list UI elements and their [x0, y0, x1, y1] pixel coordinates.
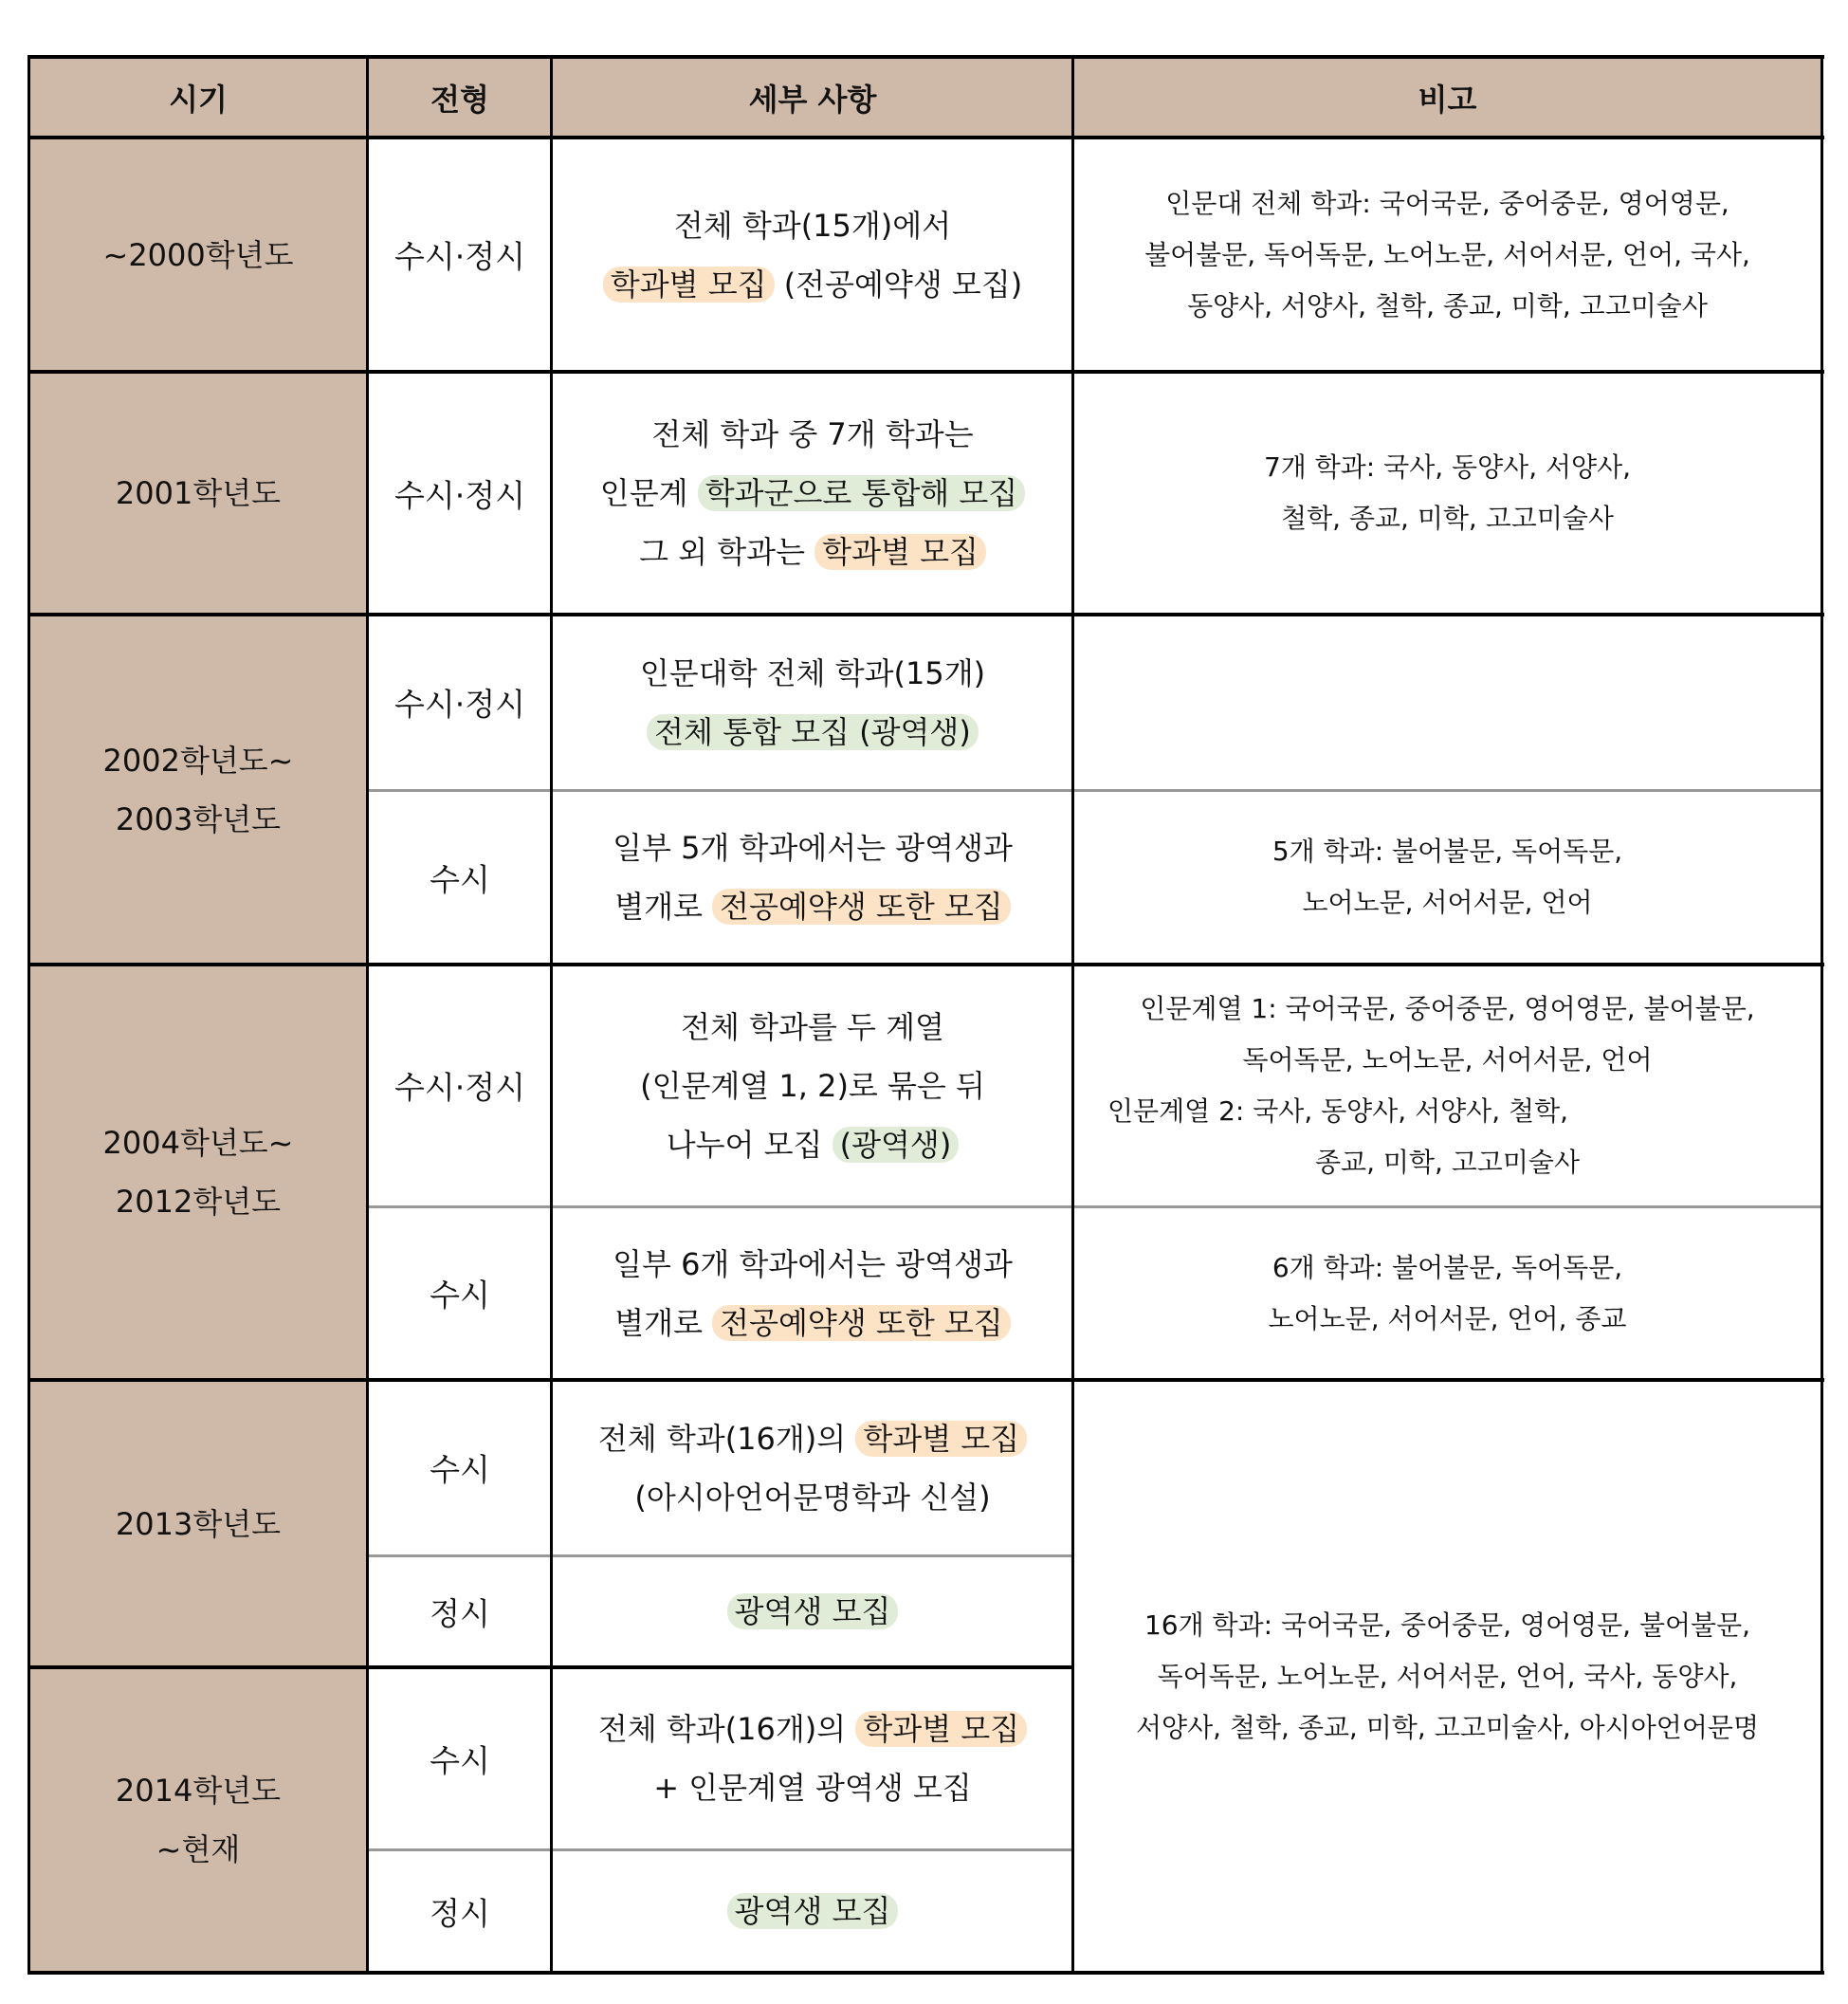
note-cell [1073, 372, 1821, 615]
detail-cell [552, 372, 1073, 615]
detail-cell [552, 1667, 1073, 1849]
note-line: 독어독문, 노어노문, 서어서문, 언어 [1242, 1043, 1653, 1076]
detail-line: 전체 학과 중 7개 학과는 [651, 416, 974, 452]
period-cell [28, 965, 368, 1380]
note-cell [1073, 138, 1821, 372]
note-cell-merged [1073, 1380, 1821, 1973]
highlight-green: 광역생 모집 [727, 1593, 899, 1629]
header-detail [552, 57, 1073, 138]
subrow-divider [368, 1554, 1073, 1557]
row-divider [28, 1378, 1824, 1382]
type-label: 수시·정시 [393, 238, 525, 275]
period-cell [28, 615, 368, 965]
highlight-green: 학과군으로 통합해 모집 [698, 475, 1025, 511]
detail-cell [552, 1206, 1073, 1380]
detail-line: 전체 학과(16개)의 학과별 모집 [598, 1700, 1027, 1758]
row-divider [28, 136, 1824, 139]
note-line: 철학, 종교, 미학, 고고미술사 [1281, 503, 1614, 534]
type-cell [368, 372, 552, 615]
row-divider [28, 963, 1824, 966]
detail-line: 나누어 모집 (광역생) [667, 1115, 960, 1174]
note-line: 서양사, 철학, 종교, 미학, 고고미술사, 아시아언어문명 [1135, 1711, 1759, 1743]
col-divider [1071, 55, 1074, 1975]
note-line: 6개 학과: 불어불문, 독어독문, [1272, 1251, 1623, 1283]
type-cell [368, 138, 552, 372]
period-label: 2004학년도~ [102, 1125, 294, 1161]
header-period [28, 57, 368, 138]
detail-line: 전체 학과(16개)의 학과별 모집 [598, 1409, 1027, 1468]
note-line: 7개 학과: 국사, 동양사, 서양사, [1263, 451, 1632, 483]
col-divider [366, 55, 369, 1975]
period-label: 2014학년도 [115, 1773, 282, 1809]
type-cell [368, 790, 552, 965]
subrow-divider [368, 789, 1821, 792]
note-line: 인문계열 1: 국어국문, 중어중문, 영어영문, 불어불문, [1140, 992, 1755, 1024]
highlight-orange: 전공예약생 또한 모집 [712, 1305, 1011, 1341]
type-label: 수시 [430, 860, 490, 898]
type-cell [368, 1555, 552, 1667]
note-line: 노어노문, 서어서문, 언어, 종교 [1268, 1302, 1627, 1334]
border-right [1821, 55, 1823, 1975]
detail-line: 일부 5개 학과에서는 광역생과 [613, 830, 1013, 866]
type-label: 수시·정시 [393, 1069, 525, 1106]
header-type [368, 57, 552, 138]
period-label: 2001학년도 [115, 475, 282, 511]
type-label: 정시 [430, 1894, 490, 1932]
detail-cell [552, 138, 1073, 372]
detail-line: 별개로 전공예약생 또한 모집 [614, 1294, 1010, 1352]
type-label: 수시 [430, 1277, 490, 1314]
type-cell [368, 965, 552, 1206]
header-period-label: 시기 [169, 81, 228, 118]
detail-line [727, 1882, 899, 1940]
detail-line [727, 1582, 899, 1641]
note-cell-empty [1073, 615, 1821, 790]
note-line: 노어노문, 서어서문, 언어 [1302, 887, 1593, 918]
type-cell [368, 615, 552, 790]
detail-line: 학과별 모집 (전공예약생 모집) [603, 255, 1022, 314]
row-divider [28, 370, 1824, 374]
period-label: ~현재 [156, 1831, 241, 1867]
period-cell [28, 372, 368, 615]
note-cell [1073, 965, 1821, 1206]
period-cell [28, 138, 368, 372]
type-cell [368, 1667, 552, 1849]
detail-line: + 인문계열 광역생 모집 [653, 1770, 972, 1806]
highlight-green: 전체 통합 모집 (광역생) [647, 714, 979, 750]
subrow-divider [368, 1848, 1073, 1851]
detail-line: 인문대학 전체 학과(15개) [639, 654, 986, 691]
note-line: 인문대 전체 학과: 국어국문, 중어중문, 영어영문, [1165, 187, 1729, 219]
note-cell [1073, 790, 1821, 965]
border-top [28, 55, 1824, 59]
type-label: 수시·정시 [393, 686, 525, 723]
detail-cell [552, 615, 1073, 790]
type-label: 수시 [430, 1741, 490, 1779]
period-label: 2013학년도 [115, 1505, 282, 1542]
detail-cell [552, 1849, 1073, 1973]
highlight-orange: 학과별 모집 [855, 1421, 1027, 1457]
type-label: 정시 [430, 1594, 490, 1632]
type-cell [368, 1849, 552, 1973]
note-line: 16개 학과: 국어국문, 중어중문, 영어영문, 불어불문, [1144, 1609, 1751, 1641]
detail-cell [552, 790, 1073, 965]
detail-cell [552, 1555, 1073, 1667]
detail-line: 인문계 학과군으로 통합해 모집 [600, 464, 1025, 523]
type-label: 수시·정시 [393, 476, 525, 514]
detail-line: 일부 6개 학과에서는 광역생과 [613, 1245, 1013, 1282]
border-bottom [28, 1971, 1824, 1975]
type-cell [368, 1206, 552, 1380]
period-label: 2003학년도 [115, 800, 282, 837]
header-detail-label: 세부 사항 [748, 81, 877, 118]
period-cell [28, 1380, 368, 1667]
detail-line: (인문계열 1, 2)로 묶은 뒤 [640, 1067, 985, 1104]
subrow-divider [368, 1205, 1821, 1208]
period-label: 2002학년도~ [102, 742, 294, 779]
detail-line: 전체 학과를 두 계열 [681, 1008, 944, 1045]
detail-line: 그 외 학과는 학과별 모집 [639, 523, 986, 581]
highlight-green: (광역생) [833, 1127, 960, 1163]
detail-line [647, 703, 979, 762]
note-line: 동양사, 서양사, 철학, 종교, 미학, 고고미술사 [1187, 289, 1708, 322]
type-cell [368, 1380, 552, 1555]
detail-cell [552, 1380, 1073, 1555]
detail-line: 전체 학과(15개)에서 [673, 207, 952, 244]
period-cell [28, 1667, 368, 1973]
header-type-label: 전형 [430, 81, 489, 118]
note-line: 종교, 미학, 고고미술사 [1314, 1146, 1581, 1178]
col-divider [550, 55, 553, 1975]
period-label: ~2000학년도 [102, 236, 294, 273]
note-line: 불어불문, 독어독문, 노어노문, 서어서문, 언어, 국사, [1144, 238, 1750, 270]
detail-line: (아시아언어문명학과 신설) [634, 1479, 991, 1516]
note-cell [1073, 1206, 1821, 1380]
border-left [27, 55, 30, 1975]
row-divider [28, 613, 1824, 616]
highlight-green: 광역생 모집 [727, 1893, 899, 1929]
highlight-orange: 학과별 모집 [603, 267, 775, 303]
note-line: 독어독문, 노어노문, 서어서문, 언어, 국사, 동양사, [1157, 1660, 1738, 1692]
detail-cell [552, 965, 1073, 1206]
highlight-orange: 전공예약생 또한 모집 [712, 889, 1011, 925]
highlight-orange: 학과별 모집 [814, 534, 986, 570]
type-label: 수시 [430, 1451, 490, 1488]
period-label: 2012학년도 [115, 1184, 282, 1220]
header-note [1073, 57, 1821, 138]
note-line: 인문계열 2: 국사, 동양사, 서양사, 철학, [1107, 1094, 1569, 1127]
detail-line: 별개로 전공예약생 또한 모집 [614, 877, 1010, 936]
header-note-label: 비고 [1418, 81, 1477, 118]
highlight-orange: 학과별 모집 [855, 1711, 1027, 1747]
note-line: 5개 학과: 불어불문, 독어독문, [1272, 836, 1623, 867]
